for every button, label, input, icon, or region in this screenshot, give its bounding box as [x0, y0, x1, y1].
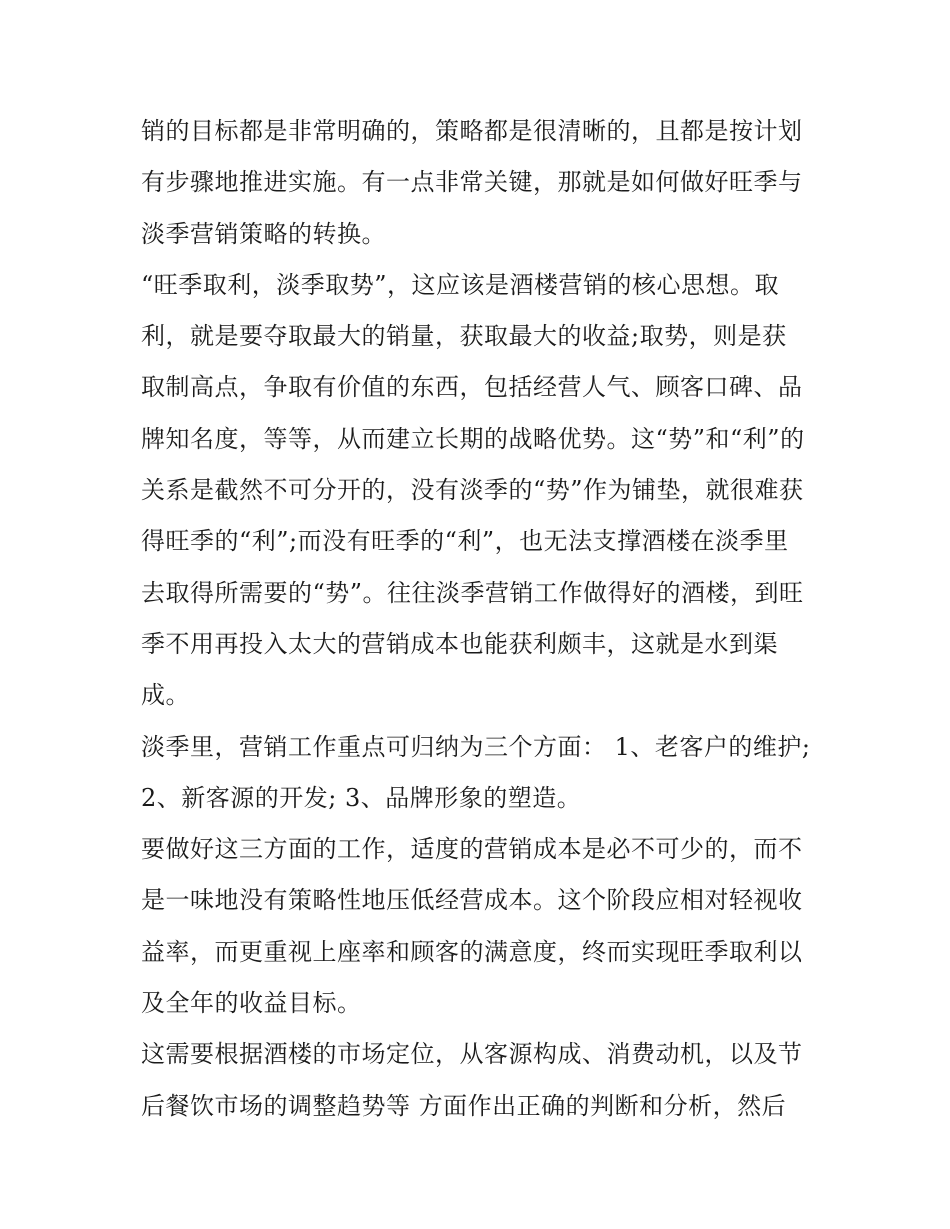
- body-text: [141, 106, 821, 1132]
- text-line: 去取得所需要的“势”。往往淡季营销工作做得好的酒楼，到旺: [141, 578, 804, 607]
- text-line: 有步骤地推进实施。有一点非常关键，那就是如何做好旺季与: [141, 168, 803, 197]
- text-line: 利，就是要夺取最大的销量，获取最大的收益;取势，则是获: [141, 322, 787, 351]
- text-line: 关系是截然不可分开的，没有淡季的“势”作为铺垫，就很难获: [141, 476, 804, 505]
- text-line: 成。: [141, 681, 190, 710]
- text-line: 销的目标都是非常明确的，策略都是很清晰的，且都是按计划: [141, 117, 803, 145]
- text-line: 及全年的收益目标。: [141, 989, 362, 1018]
- text-line: 后餐饮市场的调整趋势等 方面作出正确的判断和分析，然后: [141, 1091, 787, 1120]
- text-line: 季不用再投入太大的营销成本也能获利颇丰，这就是水到渠: [141, 629, 778, 658]
- text-line: 是一味地没有策略性地压低经营成本。这个阶段应相对轻视收: [141, 886, 803, 915]
- text-line: 这需要根据酒楼的市场定位，从客源构成、消费动机，以及节: [141, 1040, 803, 1069]
- text-line: 益率，而更重视上座率和顾客的满意度，终而实现旺季取利以: [141, 937, 803, 966]
- text-line: 淡季里，营销工作重点可归纳为三个方面： 1、老客户的维护;: [141, 732, 811, 761]
- text-line: 要做好这三方面的工作，适度的营销成本是必不可少的，而不: [141, 835, 803, 864]
- text-line: “旺季取利，淡季取势”，这应该是酒楼营销的核心思想。取: [141, 270, 780, 299]
- text-line: 得旺季的“利”;而没有旺季的“利”，也无法支撑酒楼在淡季里: [141, 527, 789, 556]
- text-line: 取制高点，争取有价值的东西，包括经营人气、顾客口碑、品: [141, 373, 803, 402]
- text-line: 2、新客源的开发; 3、品牌形象的塑造。: [141, 783, 582, 812]
- text-line: 牌知名度，等等，从而建立长期的战略优势。这“势”和“利”的: [141, 424, 805, 453]
- text-line: 淡季营销策略的转换。: [141, 219, 386, 248]
